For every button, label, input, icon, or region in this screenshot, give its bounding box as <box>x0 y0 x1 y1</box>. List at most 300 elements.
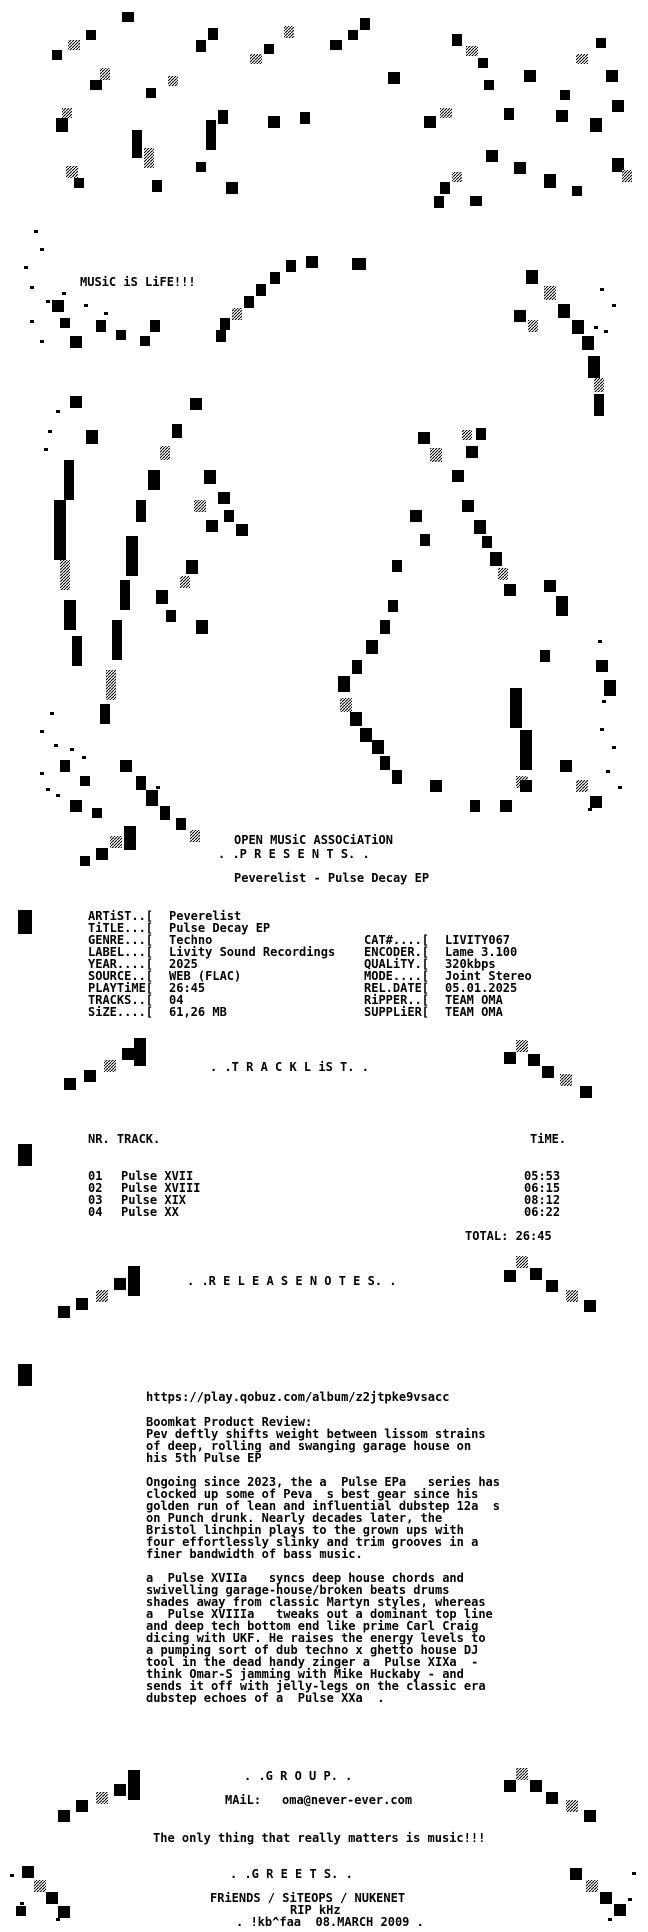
track-number: 03 <box>88 1193 103 1207</box>
art-block <box>168 76 178 86</box>
notes-line: Ongoing since 2023, the a Pulse EPa series has <box>146 1475 501 1489</box>
art-block <box>544 286 556 300</box>
art-block <box>504 584 516 596</box>
art-block <box>176 818 186 830</box>
art-block <box>540 650 550 662</box>
art-dot <box>24 266 28 269</box>
notes-line: dubstep echoes of a Pulse XXa . <box>146 1691 385 1705</box>
art-block <box>584 1300 596 1312</box>
art-block <box>600 1892 612 1904</box>
art-block <box>218 110 228 124</box>
art-dot <box>10 1874 14 1877</box>
info-value: Techno <box>169 933 213 947</box>
art-block <box>462 430 472 440</box>
art-block <box>196 162 206 172</box>
art-dot <box>632 1872 636 1875</box>
art-block <box>474 520 486 534</box>
art-dot <box>30 320 34 323</box>
art-block <box>76 1800 88 1812</box>
art-block <box>558 304 570 318</box>
tracklist-total: TOTAL: 26:45 <box>465 1229 552 1243</box>
art-block <box>86 30 96 40</box>
info-label: CAT#....[ <box>364 933 430 947</box>
art-block <box>136 776 146 790</box>
track-number: 02 <box>88 1181 103 1195</box>
art-block <box>72 636 82 666</box>
art-dot <box>62 292 66 295</box>
art-block <box>16 1906 26 1916</box>
art-dot <box>48 430 52 433</box>
art-block <box>90 80 102 90</box>
art-block <box>482 536 492 548</box>
art-block <box>58 1906 70 1918</box>
tracklist-heading: . .T R A C K L iS T. . <box>210 1060 369 1074</box>
art-block <box>484 80 494 90</box>
art-block <box>146 790 158 806</box>
art-block <box>236 524 248 536</box>
notes-heading: . .R E L E A S E N O T E S. . <box>187 1274 397 1288</box>
art-block <box>58 1810 70 1822</box>
art-block <box>220 318 230 330</box>
art-block <box>546 1792 558 1804</box>
info-value: Livity Sound Recordings <box>169 945 336 959</box>
art-block <box>160 806 170 820</box>
info-value: 05.01.2025 <box>445 981 518 995</box>
art-block <box>622 170 632 182</box>
notes-line: a Pulse XVIIa syncs deep house chords and <box>146 1571 464 1585</box>
art-block <box>504 1270 516 1282</box>
art-dot <box>46 300 50 303</box>
art-block <box>54 500 66 560</box>
art-block <box>204 470 216 484</box>
art-block <box>604 680 616 696</box>
art-block <box>360 18 370 30</box>
art-block <box>112 620 122 660</box>
art-block <box>128 1266 140 1296</box>
art-block <box>524 70 536 82</box>
art-block <box>160 446 170 460</box>
art-block <box>528 320 538 332</box>
art-block <box>156 590 168 604</box>
art-block <box>140 336 150 346</box>
notes-line: and deep tech bottom end like prime Carl Craig <box>146 1619 479 1633</box>
art-block <box>462 500 474 512</box>
info-label: YEAR....[ <box>88 957 154 971</box>
art-block <box>572 320 584 334</box>
info-label: SOURCE..[ <box>88 969 154 983</box>
art-block <box>470 800 480 812</box>
track-number: 04 <box>88 1205 103 1219</box>
art-dot <box>54 744 58 747</box>
art-block <box>544 580 556 592</box>
art-block <box>388 72 400 84</box>
art-block <box>86 430 98 444</box>
art-block <box>366 640 378 654</box>
info-label: LABEL...[ <box>88 945 154 959</box>
art-block <box>92 808 102 818</box>
art-block <box>128 1770 140 1800</box>
art-block <box>60 318 70 328</box>
art-block <box>352 258 366 270</box>
info-value: WEB (FLAC) <box>169 969 242 983</box>
notes-line: Boomkat Product Review: <box>146 1415 313 1429</box>
art-block <box>270 272 280 284</box>
art-block <box>440 182 450 194</box>
track-title: Pulse XIX <box>121 1193 187 1207</box>
art-block <box>114 1278 126 1290</box>
art-block <box>514 162 526 174</box>
art-block <box>392 770 402 784</box>
art-dot <box>34 230 38 233</box>
art-block <box>76 1298 88 1310</box>
art-block <box>194 500 206 512</box>
art-block <box>152 180 162 192</box>
art-block <box>338 676 350 692</box>
art-block <box>570 1868 582 1880</box>
art-block <box>190 398 202 410</box>
notes-line: on Punch drunk. Nearly decades later, the <box>146 1511 443 1525</box>
art-block <box>62 108 72 118</box>
info-label: RiPPER..[ <box>364 993 430 1007</box>
art-block <box>18 1144 32 1166</box>
art-block <box>418 432 430 444</box>
art-block <box>66 166 78 178</box>
info-value: 61,26 MB <box>169 1005 227 1019</box>
art-block <box>64 460 74 500</box>
art-block <box>80 856 90 866</box>
art-dot <box>600 288 604 291</box>
tracklist-col-track: NR. TRACK. <box>88 1132 161 1146</box>
art-block <box>196 620 208 634</box>
art-block <box>306 256 318 268</box>
art-block <box>520 730 532 770</box>
art-block <box>380 620 390 634</box>
notes-line: Bristol linchpin plays to the grown ups with <box>146 1523 464 1537</box>
notes-line: tool in the dead handy zinger a Pulse XIXa - <box>146 1655 479 1669</box>
art-block <box>224 510 234 522</box>
art-block <box>514 310 526 322</box>
art-block <box>120 580 130 610</box>
art-block <box>18 910 32 934</box>
art-block <box>126 536 138 576</box>
greets-names: FRiENDS / SiTEOPS / NUKENET <box>210 1891 406 1905</box>
art-block <box>352 660 362 674</box>
notes-line: a pumping sort of dub techno x ghetto house DJ <box>146 1643 479 1657</box>
notes-line: four effortlessly slinky and trim grooves in a <box>146 1535 479 1549</box>
art-block <box>360 728 372 742</box>
art-block <box>504 108 514 120</box>
art-dot <box>604 330 608 333</box>
art-block <box>470 196 482 206</box>
art-dot <box>40 730 44 733</box>
motto: MUSiC iS LiFE!!! <box>80 275 196 289</box>
art-block <box>452 34 462 46</box>
art-block <box>206 120 216 150</box>
art-block <box>612 158 624 172</box>
art-block <box>572 186 582 196</box>
notes-line: Pev deftly shifts weight between lissom strains <box>146 1427 486 1441</box>
track-time: 05:53 <box>524 1169 561 1183</box>
art-block <box>116 330 126 340</box>
art-block <box>576 54 588 64</box>
art-block <box>186 560 198 574</box>
art-dot <box>602 700 606 703</box>
art-block <box>100 704 110 724</box>
info-label: PLAYTiME[ <box>88 981 154 995</box>
info-value: Joint Stereo <box>445 969 532 983</box>
art-block <box>286 260 296 272</box>
notes-line: a Pulse XVIIIa tweaks out a dominant top line <box>146 1607 493 1621</box>
art-block <box>498 568 508 580</box>
art-block <box>244 296 254 308</box>
notes-line: his 5th Pulse EP <box>146 1451 262 1465</box>
art-block <box>166 610 176 622</box>
info-label: QUALiTY.[ <box>364 957 430 971</box>
art-block <box>256 284 266 296</box>
info-value: Lame 3.100 <box>445 945 518 959</box>
track-time: 08:12 <box>524 1193 561 1207</box>
art-block <box>516 1040 528 1052</box>
art-dot <box>70 748 74 751</box>
presents-banner: . .P R E S E N T S. . <box>218 847 370 861</box>
art-block <box>466 446 478 458</box>
greets-credit: RIP kHz <box>290 1903 341 1917</box>
greets-signature: . !kb^faa 08.MARCH 2009 . <box>236 1915 424 1929</box>
art-block <box>520 780 532 792</box>
art-dot <box>104 312 108 315</box>
group-heading: . .G R O U P. . <box>244 1769 353 1783</box>
track-time: 06:15 <box>524 1181 561 1195</box>
art-block <box>424 116 436 128</box>
info-label: GENRE...[ <box>88 933 154 947</box>
art-block <box>208 28 218 40</box>
art-block <box>216 330 226 342</box>
notes-line: dicing with UKF. He raises the energy levels to <box>146 1631 486 1645</box>
art-block <box>218 492 230 504</box>
art-block <box>60 760 70 772</box>
art-block <box>504 1780 516 1792</box>
art-block <box>504 1052 516 1064</box>
info-value: Peverelist <box>169 909 242 923</box>
art-block <box>388 600 398 612</box>
info-value: 2025 <box>169 957 198 971</box>
art-block <box>392 560 402 572</box>
art-block <box>410 510 422 522</box>
notes-line: finer bandwidth of bass music. <box>146 1547 363 1561</box>
track-title: Pulse XVII <box>121 1169 194 1183</box>
art-block <box>132 130 142 158</box>
info-value: LIVITY067 <box>445 933 511 947</box>
art-dot <box>606 770 610 773</box>
art-block <box>110 836 122 848</box>
notes-line: golden run of lean and influential dubstep 12a s <box>146 1499 501 1513</box>
art-block <box>612 100 624 112</box>
art-block <box>146 88 156 98</box>
art-dot <box>46 788 50 791</box>
art-block <box>584 1810 596 1822</box>
art-block <box>68 40 80 50</box>
art-block <box>226 182 238 194</box>
track-title: Pulse XX <box>121 1205 179 1219</box>
art-block <box>124 826 136 850</box>
art-block <box>560 760 572 772</box>
art-block <box>590 796 602 808</box>
release-title: Peverelist - Pulse Decay EP <box>234 871 430 885</box>
art-block <box>566 1290 578 1302</box>
art-block <box>544 174 556 188</box>
art-block <box>590 118 602 132</box>
art-block <box>348 30 358 40</box>
art-dot <box>594 326 598 329</box>
art-block <box>70 336 82 348</box>
tracklist-col-time: TiME. <box>530 1132 567 1146</box>
art-dot <box>608 1918 612 1921</box>
art-block <box>172 424 182 438</box>
info-label: TiTLE...[ <box>88 921 154 935</box>
art-dot <box>600 728 604 731</box>
art-dot <box>628 1898 632 1901</box>
art-block <box>250 54 262 64</box>
art-block <box>566 1800 578 1812</box>
info-label: TRACKS..[ <box>88 993 154 1007</box>
art-block <box>594 378 604 392</box>
notes-url: https://play.qobuz.com/album/z2jtpke9vsacc <box>146 1390 450 1404</box>
art-block <box>516 1256 528 1268</box>
art-dot <box>40 248 44 251</box>
art-dot <box>20 1902 24 1905</box>
art-block <box>434 196 444 208</box>
art-block <box>490 552 502 566</box>
info-value: 04 <box>169 993 184 1007</box>
art-block <box>466 46 478 56</box>
greets-heading: . .G R E E T S. . <box>230 1867 353 1881</box>
art-block <box>528 1054 540 1066</box>
art-dot <box>612 304 616 307</box>
notes-line: think Omar-S jamming with Mike Huckaby - and <box>146 1667 464 1681</box>
art-dot <box>40 772 44 775</box>
art-dot <box>84 304 88 307</box>
art-block <box>96 848 108 860</box>
art-block <box>510 688 522 728</box>
art-block <box>96 1290 108 1302</box>
art-block <box>56 118 68 132</box>
notes-line: sends it off with jelly-legs on the classic era <box>146 1679 486 1693</box>
art-block <box>516 1768 528 1780</box>
art-block <box>52 50 62 60</box>
art-block <box>546 1280 558 1292</box>
art-block <box>84 1070 96 1082</box>
art-block <box>264 44 274 54</box>
info-value: Pulse Decay EP <box>169 921 271 935</box>
info-label: ARTiST..[ <box>88 909 154 923</box>
art-block <box>58 1306 70 1318</box>
art-block <box>190 830 200 842</box>
art-block <box>452 172 462 182</box>
group-name: OPEN MUSiC ASSOCiATiON <box>234 833 393 847</box>
art-block <box>284 26 294 38</box>
art-block <box>100 68 110 80</box>
art-block <box>232 308 242 320</box>
info-label: SiZE....[ <box>88 1005 154 1019</box>
art-block <box>64 600 76 630</box>
art-block <box>52 300 64 312</box>
art-block <box>122 1048 134 1060</box>
art-dot <box>40 340 44 343</box>
info-label: ENCODER.[ <box>364 945 430 959</box>
art-block <box>420 534 430 546</box>
art-block <box>430 780 442 792</box>
group-tagline: The only thing that really matters is music!!! <box>153 1831 486 1845</box>
art-block <box>144 148 154 168</box>
group-mail[interactable]: oma@never-ever.com <box>282 1793 413 1807</box>
art-dot <box>56 1918 60 1921</box>
art-block <box>74 178 84 188</box>
art-block <box>380 756 390 770</box>
art-block <box>596 38 606 48</box>
art-block <box>300 112 310 124</box>
track-number: 01 <box>88 1169 103 1183</box>
art-block <box>486 150 498 162</box>
art-dot <box>82 756 86 759</box>
art-dot <box>56 794 60 797</box>
art-block <box>500 800 512 812</box>
art-block <box>64 1078 76 1090</box>
art-block <box>576 780 588 792</box>
art-block <box>560 1074 572 1086</box>
group-mail-label: MAiL: <box>225 1793 262 1807</box>
art-block <box>350 712 362 726</box>
art-dot <box>156 786 160 789</box>
info-value: 26:45 <box>169 981 206 995</box>
art-block <box>134 1038 146 1066</box>
notes-line: swivelling garage-house/broken beats drums <box>146 1583 450 1597</box>
art-block <box>120 760 132 772</box>
art-block <box>588 356 600 378</box>
art-block <box>80 776 90 786</box>
art-block <box>560 90 570 100</box>
art-block <box>594 394 604 416</box>
art-block <box>106 670 116 700</box>
art-dot <box>612 746 616 749</box>
art-block <box>46 1892 58 1904</box>
art-block <box>614 1904 626 1916</box>
art-block <box>70 800 82 812</box>
art-block <box>542 1066 554 1078</box>
art-block <box>340 698 352 712</box>
art-block <box>104 1060 116 1072</box>
notes-line: clocked up some of Peva s best gear since his <box>146 1487 479 1501</box>
art-block <box>556 110 568 122</box>
art-block <box>196 40 206 52</box>
art-block <box>452 470 464 482</box>
info-label: MODE....[ <box>364 969 430 983</box>
art-block <box>180 576 190 588</box>
info-value: TEAM OMA <box>445 993 503 1007</box>
art-block <box>22 1866 34 1878</box>
art-block <box>150 320 160 332</box>
art-block <box>476 428 486 440</box>
art-block <box>18 1364 32 1386</box>
art-block <box>206 520 218 532</box>
art-block <box>330 40 342 50</box>
art-dot <box>30 286 34 289</box>
info-value: 320kbps <box>445 957 496 971</box>
notes-line: shades away from classic Martyn styles, whereas <box>146 1595 486 1609</box>
art-block <box>96 1792 108 1804</box>
art-block <box>34 1880 46 1892</box>
art-block <box>70 396 82 408</box>
art-dot <box>588 808 592 811</box>
